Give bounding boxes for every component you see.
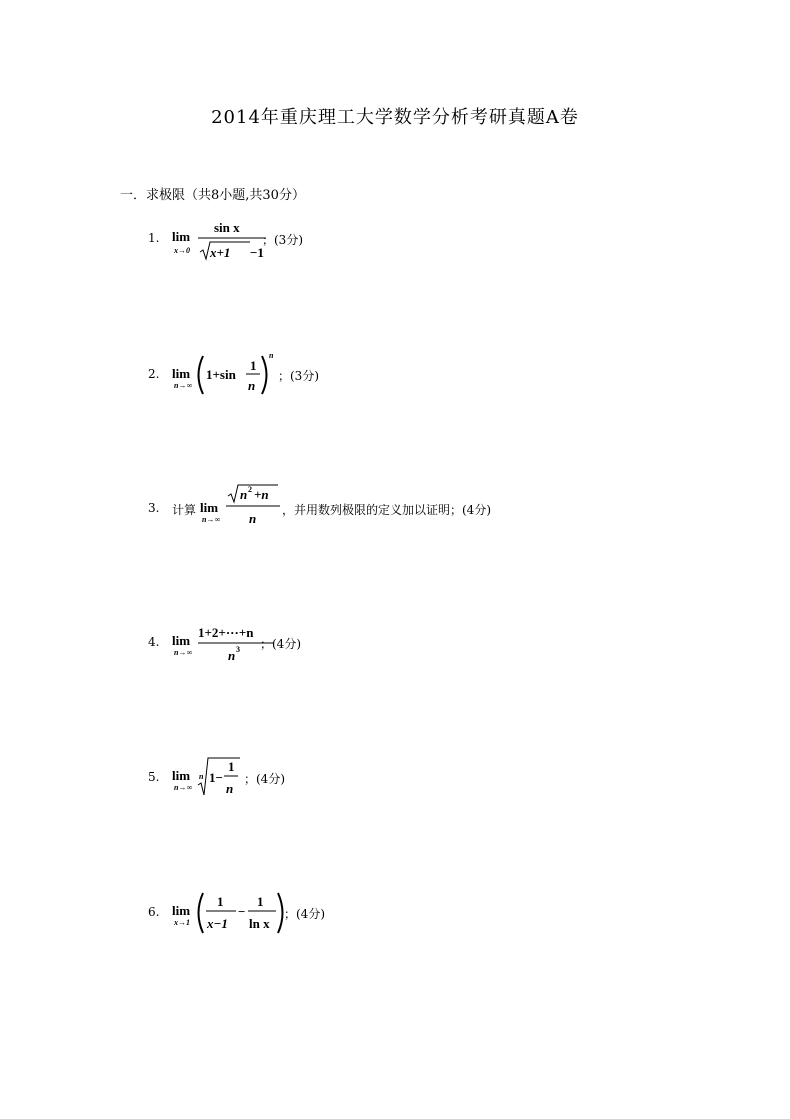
- left-paren: [199, 893, 204, 933]
- numerator-1: 1: [217, 894, 224, 909]
- lim-subscript: n→∞: [174, 381, 193, 390]
- limit-expression: [172, 890, 292, 938]
- base-prefix: 1+sin: [206, 367, 236, 382]
- right-paren: [278, 893, 283, 933]
- lim-operator: lim: [172, 366, 191, 381]
- points-note: ；(4分): [260, 637, 301, 651]
- lim-subscript: x→1: [174, 918, 190, 927]
- denominator: n: [248, 378, 256, 393]
- radicand-prefix: 1−: [209, 770, 223, 785]
- denominator-base: n: [228, 648, 236, 663]
- problem-number: 3.: [148, 501, 160, 515]
- sqrt-sign: [228, 485, 278, 502]
- numerator: sin x: [214, 220, 240, 235]
- numerator-2: 1: [257, 894, 264, 909]
- minus-sign: −: [238, 904, 246, 919]
- denominator-2: ln x: [249, 916, 270, 931]
- lim-subscript: n→∞: [174, 648, 193, 657]
- limit-expression: [172, 222, 272, 266]
- denominator-1: x−1: [207, 916, 228, 931]
- exam-title: 2014年重庆理工大学数学分析考研真题A卷: [211, 107, 579, 128]
- radicand-rest: +n: [254, 487, 269, 502]
- problem-number: 2.: [148, 367, 160, 381]
- problem-number: 1.: [148, 231, 160, 245]
- lim-operator: lim: [172, 633, 191, 648]
- lim-subscript: n→∞: [202, 515, 221, 524]
- points-note: ；(3分): [262, 233, 303, 247]
- denominator: n: [226, 781, 234, 796]
- lim-subscript: n→∞: [174, 783, 193, 792]
- radicand-exponent: 2: [248, 485, 252, 494]
- numerator: 1+2+···+n: [198, 625, 254, 640]
- problem-number: 6.: [148, 905, 160, 919]
- root-index: n: [199, 772, 204, 781]
- lim-operator: lim: [200, 500, 219, 515]
- limit-expression: [172, 352, 282, 400]
- points-note: ；(4分): [244, 772, 285, 786]
- problem-instruction: ，并用数列极限的定义加以证明；(4分): [282, 503, 491, 517]
- section-heading: 一．求极限（共8小题,共30分）: [120, 188, 305, 203]
- numerator: 1: [228, 759, 235, 774]
- denominator-exponent: 3: [236, 645, 240, 654]
- lim-operator: lim: [172, 903, 191, 918]
- problem-number: 4.: [148, 635, 160, 649]
- denominator-constant: −1: [250, 245, 264, 260]
- denominator: n: [249, 511, 257, 526]
- problem-prefix: 计算: [172, 503, 197, 517]
- right-paren: [262, 356, 267, 394]
- lim-operator: lim: [172, 229, 191, 244]
- exponent: n: [269, 351, 274, 360]
- numerator: 1: [250, 358, 257, 373]
- limit-expression: [200, 482, 290, 530]
- left-paren: [199, 356, 204, 394]
- problem-number: 5.: [148, 770, 160, 784]
- radicand-base: n: [240, 487, 248, 502]
- lim-operator: lim: [172, 768, 191, 783]
- lim-subscript: x→0: [174, 246, 190, 255]
- radicand: x+1: [210, 245, 231, 260]
- points-note: ；(4分): [284, 907, 325, 921]
- points-note: ；(3分): [278, 369, 319, 383]
